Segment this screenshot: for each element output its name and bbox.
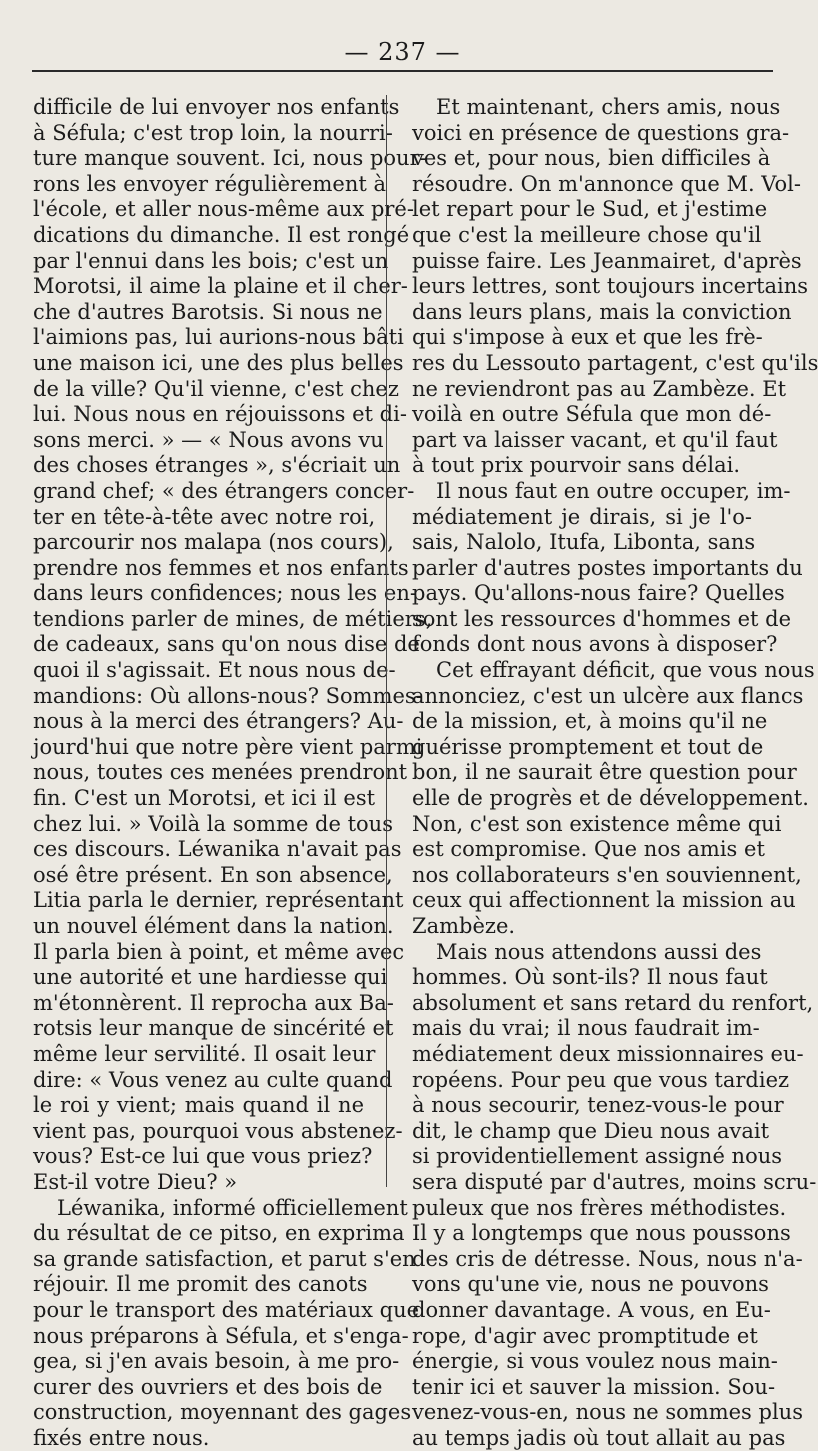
text-line: quoi il s'agissait. Et nous nous de-	[33, 658, 396, 683]
text-line: résoudre. On m'annonce que M. Vol-	[412, 171, 801, 196]
text-line: des cris de détresse. Nous, nous n'a-	[412, 1246, 803, 1271]
text-line: nous préparons à Séfula, et s'enga-	[33, 1323, 409, 1348]
text-line: osé être présent. En son absence,	[33, 862, 393, 887]
text-line: voilà en outre Séfula que mon dé-	[412, 402, 772, 427]
text-line: puisse faire. Les Jeanmairet, d'après	[412, 248, 802, 273]
text-line: let repart pour le Sud, et j'estime	[412, 197, 768, 222]
text-line: voici en présence de questions gra-	[412, 120, 790, 145]
text-line: hommes. Où sont-ils? Il nous faut	[412, 965, 768, 990]
text-line: guérisse promptement et tout de	[412, 734, 764, 759]
right-column	[412, 95, 818, 1451]
text-line: pays. Qu'allons-nous faire? Quelles	[412, 581, 785, 606]
text-line: lui. Nous nous en réjouissons et di-	[33, 402, 407, 427]
text-line: mais du vrai; il nous faudrait im-	[412, 1016, 760, 1041]
text-line: Mais nous attendons aussi des	[436, 939, 762, 964]
page-number: — 237 —	[344, 38, 461, 66]
text-line: à nous secourir, tenez-vous-le pour	[412, 1093, 784, 1118]
text-line: parcourir nos malapa (nos cours),	[33, 530, 394, 555]
text-line: venez-vous-en, nous ne sommes plus	[412, 1400, 803, 1425]
text-line: fixés entre nous.	[33, 1425, 210, 1450]
text-line: vons qu'une vie, nous ne pouvons	[412, 1272, 769, 1297]
text-line: Il nous faut en outre occuper, im-	[436, 478, 791, 503]
text-line: donner davantage. A vous, en Eu-	[412, 1297, 771, 1322]
text-line: réjouir. Il me promit des canots	[33, 1272, 368, 1297]
text-line: de cadeaux, sans qu'on nous dise de	[33, 632, 420, 657]
header-rule	[32, 70, 773, 72]
text-line: médiatement deux missionnaires eu-	[412, 1041, 804, 1066]
text-line: construction, moyennant des gages	[33, 1400, 412, 1425]
text-line: Il parla bien à point, et même avec	[33, 939, 405, 964]
text-line: Léwanika, informé officiellement	[57, 1195, 408, 1220]
text-line: annonciez, c'est un ulcère aux flancs	[412, 683, 804, 708]
text-line: de la mission, et, à moins qu'il ne	[412, 709, 768, 734]
text-line: Cet effrayant déficit, que vous nous	[436, 658, 815, 683]
text-line: un nouvel élément dans la nation.	[33, 914, 394, 938]
text-line: jourd'hui que notre père vient parmi	[33, 734, 423, 759]
text-line: leurs lettres, sont toujours incertains	[412, 274, 809, 299]
text-line: nous, toutes ces menées prendront	[33, 760, 408, 785]
text-line: Zambèze.	[412, 914, 516, 938]
text-line: Il y a longtemps que nous poussons	[412, 1221, 791, 1246]
text-line: qui s'impose à eux et que les frè-	[412, 325, 763, 350]
text-line: une maison ici, une des plus belles	[33, 350, 404, 375]
text-line: vous? Est-ce lui que vous priez?	[33, 1144, 373, 1169]
text-line: sont les ressources d'hommes et de	[412, 606, 792, 631]
text-line: pour le transport des matériaux que	[33, 1297, 420, 1322]
text-line: dans leurs plans, mais la conviction	[412, 299, 792, 324]
text-line: par l'ennui dans les bois; c'est un	[33, 248, 389, 273]
text-line: à Séfula; c'est trop loin, la nourri-	[33, 120, 393, 145]
text-line: che d'autres Barotsis. Si nous ne	[33, 299, 383, 324]
text-line: absolument et sans retard du renfort,	[412, 990, 814, 1015]
text-line: chez lui. » Voilà la somme de tous	[33, 811, 393, 836]
text-line: des choses étranges », s'écriait un	[33, 453, 401, 478]
text-line: sais, Nalolo, Itufa, Libonta, sans	[412, 530, 756, 555]
text-line: fin. C'est un Morotsi, et ici il est	[33, 786, 376, 811]
text-line: difficile de lui envoyer nos enfants	[33, 95, 400, 119]
text-line: rons les envoyer régulièrement à	[33, 171, 386, 196]
text-line: parler d'autres postes importants du	[412, 555, 803, 580]
text-line: rope, d'agir avec promptitude et	[412, 1323, 758, 1348]
text-line: tendions parler de mines, de métiers,	[33, 606, 433, 631]
text-line: ceux qui affectionnent la mission au	[412, 888, 796, 913]
text-line: sera disputé par d'autres, moins scru-	[412, 1169, 817, 1194]
text-line: sons merci. » — « Nous avons vu	[33, 427, 384, 452]
text-line: ter en tête-à-tête avec notre roi,	[33, 504, 376, 529]
text-line: dire: « Vous venez au culte quand	[33, 1067, 393, 1092]
text-line: si providentiellement assigné nous	[412, 1144, 783, 1169]
text-line: est compromise. Que nos amis et	[412, 837, 765, 862]
text-line: Est-il votre Dieu? »	[33, 1169, 238, 1194]
text-line: dans leurs confidences; nous les en-	[33, 581, 417, 606]
text-line: nos collaborateurs s'en souviennent,	[412, 862, 802, 887]
text-line: au temps jadis où tout allait au pas	[412, 1425, 786, 1450]
text-line: nous à la merci des étrangers? Au-	[33, 709, 404, 734]
text-line: bon, il ne saurait être question pour	[412, 760, 797, 785]
text-line: sa grande satisfaction, et parut s'en	[33, 1246, 416, 1271]
left-column	[33, 95, 433, 1451]
text-line: fonds dont nous avons à disposer?	[412, 632, 778, 657]
text-line: une autorité et une hardiesse qui	[33, 965, 388, 990]
text-line: mandions: Où allons-nous? Sommes-	[33, 683, 423, 708]
text-line: prendre nos femmes et nos enfants	[33, 555, 409, 580]
text-line: Morotsi, il aime la plaine et il cher-	[33, 274, 408, 299]
text-line: rotsis leur manque de sincérité et	[33, 1016, 394, 1041]
text-line: énergie, si vous voulez nous main-	[412, 1349, 778, 1374]
text-line: gea, si j'en avais besoin, à me pro-	[33, 1349, 400, 1374]
text-line: puleux que nos frères méthodistes.	[412, 1195, 787, 1220]
text-line: elle de progrès et de développement.	[412, 786, 809, 811]
text-line: du résultat de ce pitso, en exprima	[33, 1221, 405, 1246]
text-line: part va laisser vacant, et qu'il faut	[412, 427, 778, 452]
text-line: grand chef; « des étrangers concer-	[33, 478, 415, 503]
text-line: dications du dimanche. Il est rongé	[33, 222, 410, 247]
text-line: ropéens. Pour peu que vous tardiez	[412, 1067, 790, 1092]
text-line: à tout prix pourvoir sans délai.	[412, 453, 740, 478]
text-line: médiatement je dirais, si je l'o-	[412, 504, 752, 529]
column-divider	[386, 95, 387, 1187]
text-line: curer des ouvriers et des bois de	[33, 1374, 383, 1399]
text-line: même leur servilité. Il osait leur	[33, 1041, 376, 1066]
text-line: que c'est la meilleure chose qu'il	[412, 222, 762, 247]
text-line: dit, le champ que Dieu nous avait	[412, 1118, 770, 1143]
text-line: le roi y vient; mais quand il ne	[33, 1093, 364, 1118]
text-line: m'étonnèrent. Il reprocha aux Ba-	[33, 990, 394, 1015]
text-line: Et maintenant, chers amis, nous	[436, 95, 781, 119]
text-line: Non, c'est son existence même qui	[412, 811, 782, 836]
text-line: l'aimions pas, lui aurions-nous bâti	[33, 325, 404, 350]
text-line: vient pas, pourquoi vous abstenez-	[33, 1118, 403, 1143]
text-line: l'école, et aller nous-même aux pré-	[33, 197, 414, 222]
text-line: Litia parla le dernier, représentant	[33, 888, 404, 913]
text-line: ture manque souvent. Ici, nous pour-	[33, 146, 427, 171]
text-line: ces discours. Léwanika n'avait pas	[33, 837, 402, 862]
text-line: ne reviendront pas au Zambèze. Et	[412, 376, 787, 401]
text-line: ves et, pour nous, bien difficiles à	[412, 146, 771, 171]
text-line: tenir ici et sauver la mission. Sou-	[412, 1374, 776, 1399]
text-line: res du Lessouto partagent, c'est qu'ils	[412, 350, 818, 375]
text-line: de la ville? Qu'il vienne, c'est chez	[33, 376, 399, 401]
